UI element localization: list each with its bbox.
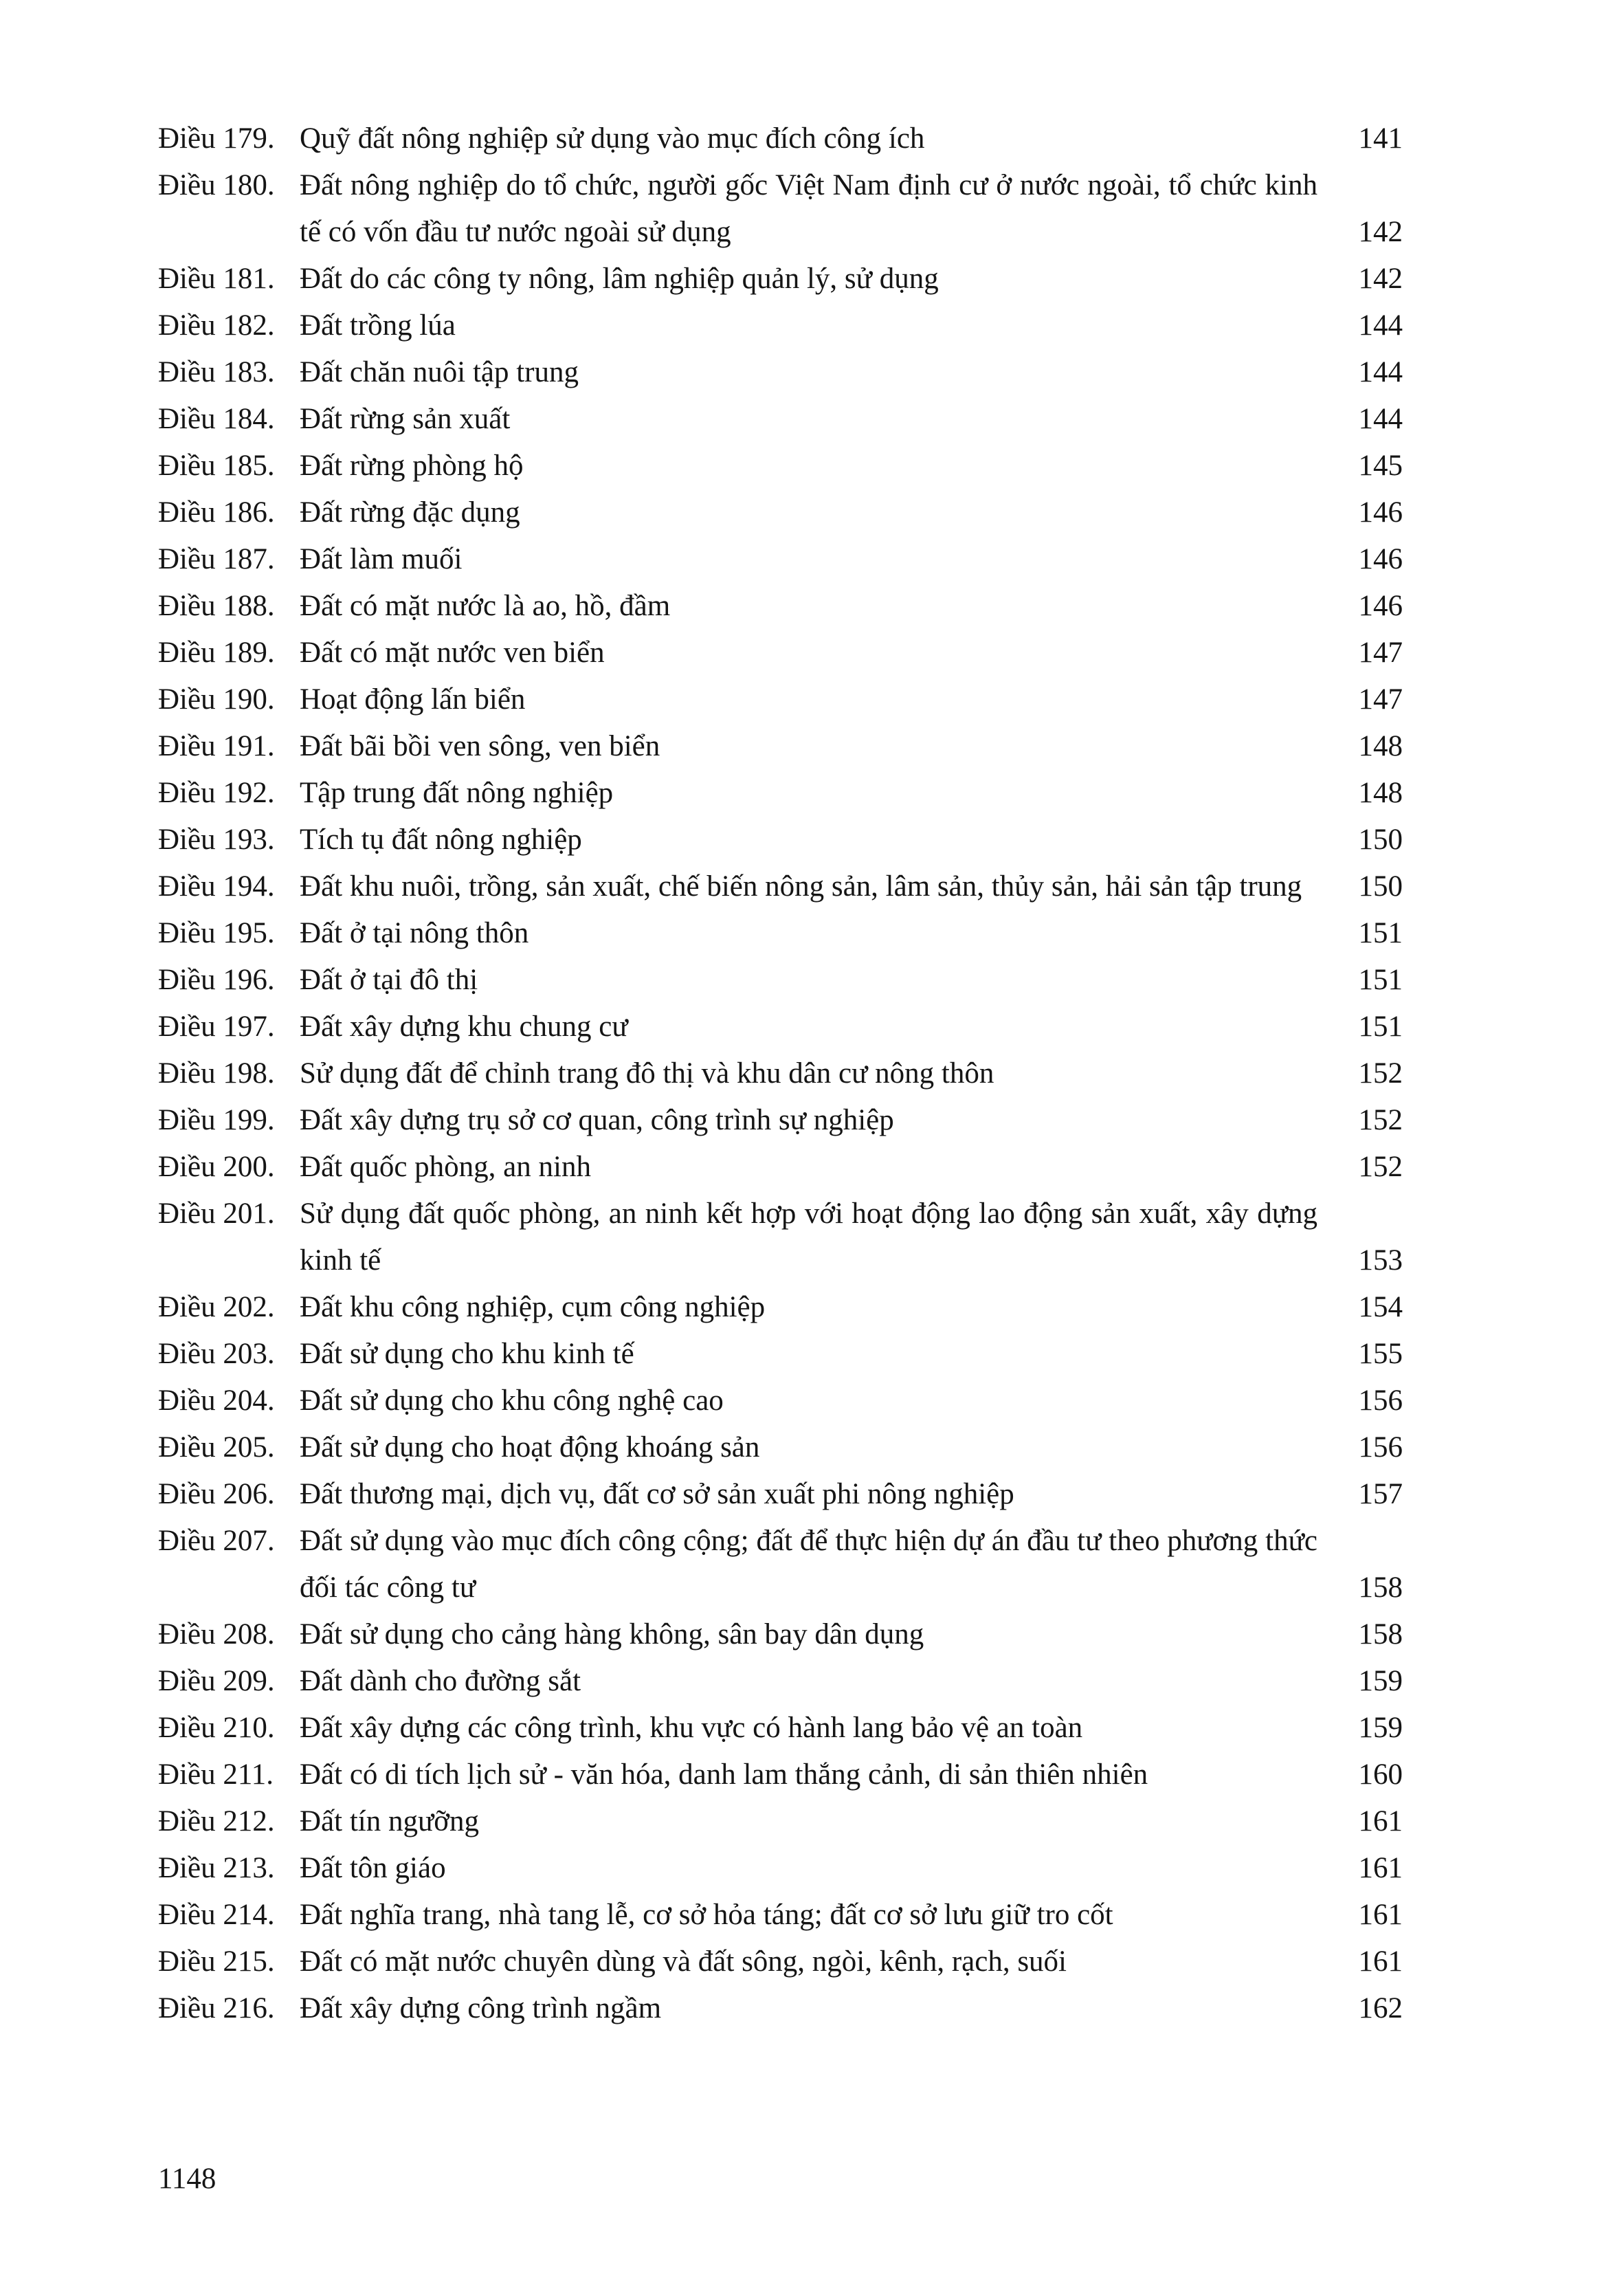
toc-entry	[158, 1985, 1403, 2032]
toc-entry-label: Điều 215.	[158, 1945, 275, 1978]
toc-entry-label: Điều 208.	[158, 1618, 275, 1651]
toc-entry-page: 146	[1358, 543, 1403, 575]
toc-entry	[158, 1097, 1403, 1144]
toc-entry	[158, 676, 1403, 723]
toc-entry-label: Điều 183.	[158, 356, 275, 388]
toc-entry-title: Đất thương mại, dịch vụ, đất cơ sở sản xuất phi nông nghiệp	[300, 1478, 1014, 1510]
toc-entry-page: 152	[1358, 1057, 1403, 1090]
toc-entry-page: 146	[1358, 590, 1403, 622]
toc-entry	[158, 1471, 1403, 1518]
toc-entry-page: 151	[1358, 964, 1403, 996]
toc-entry-page: 152	[1358, 1151, 1403, 1183]
toc-entry-page: 161	[1358, 1899, 1403, 1931]
toc-entry-label: Điều 204.	[158, 1384, 275, 1417]
toc-entry-title: Đất xây dựng khu chung cư	[300, 1011, 628, 1043]
toc-entry-label: Điều 199.	[158, 1104, 275, 1136]
toc-entry-page: 147	[1358, 683, 1403, 716]
toc-entry-label: Điều 193.	[158, 824, 275, 856]
toc-entry-label: Điều 198.	[158, 1057, 275, 1090]
toc-entry	[158, 256, 1403, 302]
toc-entry	[158, 863, 1403, 910]
toc-entry	[158, 1284, 1403, 1331]
toc-entry	[158, 1658, 1403, 1705]
toc-entry-title: Đất xây dựng các công trình, khu vực có hành lang bảo vệ an toàn	[300, 1712, 1083, 1744]
toc-entry-label: Điều 211.	[158, 1758, 274, 1791]
toc-entry	[158, 536, 1403, 583]
toc-entry-label: Điều 194.	[158, 870, 275, 903]
toc-entry-title: Hoạt động lấn biển	[300, 683, 526, 716]
toc-entry-label: Điều 213.	[158, 1852, 275, 1884]
toc-entry-page: 144	[1358, 403, 1403, 435]
toc-entry-title: Đất khu nuôi, trồng, sản xuất, chế biến nông sản, lâm sản, thủy sản, hải sản tập trung	[300, 870, 1302, 903]
toc-entry-title: Đất tín ngưỡng	[300, 1805, 480, 1837]
toc-entry	[158, 1518, 1403, 1611]
toc-entry-page: 141	[1358, 122, 1403, 155]
toc-entry-label: Điều 186.	[158, 496, 275, 529]
toc-entry	[158, 1939, 1403, 1985]
toc-entry-label: Điều 200.	[158, 1151, 275, 1183]
toc-entry-title: Đất rừng sản xuất	[300, 403, 511, 435]
toc-entry	[158, 1752, 1403, 1798]
toc-entry-page: 142	[1358, 263, 1403, 295]
toc-entry-label: Điều 187.	[158, 543, 275, 575]
toc-entry-title: Đất bãi bồi ven sông, ven biển	[300, 730, 660, 762]
toc-entry-page: 151	[1358, 1011, 1403, 1043]
toc-entry-title: Đất làm muối	[300, 543, 463, 575]
toc-entry-page: 159	[1358, 1665, 1403, 1697]
toc-entry-label: Điều 202.	[158, 1291, 275, 1323]
toc-entry-title: Đất sử dụng cho khu công nghệ cao	[300, 1384, 724, 1417]
toc-entry-page: 161	[1358, 1945, 1403, 1978]
toc-entry-title: Đất nghĩa trang, nhà tang lễ, cơ sở hỏa táng; đất cơ sở lưu giữ tro cốt	[300, 1899, 1113, 1931]
toc-entry-title: Đất dành cho đường sắt	[300, 1665, 581, 1697]
toc-entry-title: Đất có mặt nước chuyên dùng và đất sông, ngòi, kênh, rạch, suối	[300, 1945, 1067, 1978]
toc-entry	[158, 770, 1403, 817]
toc-entry	[158, 302, 1403, 349]
toc-entry-title: Quỹ đất nông nghiệp sử dụng vào mục đích công ích	[300, 122, 925, 155]
toc-entry-page: 158	[1358, 1571, 1403, 1604]
toc-entry-title: Đất xây dựng công trình ngầm	[300, 1992, 662, 2024]
toc-entry-title: Đất sử dụng cho hoạt động khoáng sản	[300, 1431, 760, 1464]
toc-entry	[158, 443, 1403, 489]
toc-entry-page: 152	[1358, 1104, 1403, 1136]
toc-entry-title: Đất rừng đặc dụng	[300, 496, 520, 529]
toc-entry-page: 153	[1358, 1244, 1403, 1277]
toc-entry-page: 148	[1358, 730, 1403, 762]
toc-entry-title: Đất ở tại nông thôn	[300, 917, 529, 949]
toc-entry-title: Đất sử dụng cho khu kinh tế	[300, 1338, 634, 1370]
toc-entry	[158, 583, 1403, 630]
toc-entry-title: Sử dụng đất để chỉnh trang đô thị và khu dân cư nông thôn	[300, 1057, 994, 1090]
toc-entry-page: 146	[1358, 496, 1403, 529]
toc-entry-label: Điều 197.	[158, 1011, 275, 1043]
toc-entry-title: Đất chăn nuôi tập trung	[300, 356, 579, 388]
toc-entry	[158, 115, 1403, 162]
toc-entry-page: 158	[1358, 1618, 1403, 1651]
toc-entry-label: Điều 190.	[158, 683, 275, 716]
toc-entry-page: 151	[1358, 917, 1403, 949]
toc-entry-label: Điều 179.	[158, 122, 275, 155]
toc-entry-title: Đất ở tại đô thị	[300, 964, 478, 996]
toc-entry-label: Điều 214.	[158, 1899, 275, 1931]
toc-entry	[158, 1144, 1403, 1191]
toc-entry-page: 159	[1358, 1712, 1403, 1744]
toc-entry-title: Đất quốc phòng, an ninh	[300, 1151, 591, 1183]
toc-entry-page: 155	[1358, 1338, 1403, 1370]
toc-entry-page: 160	[1358, 1758, 1403, 1791]
toc-entry-title: Đất sử dụng cho cảng hàng không, sân bay dân dụng	[300, 1618, 924, 1651]
toc-entry-page: 147	[1358, 637, 1403, 669]
toc-entry	[158, 1331, 1403, 1378]
toc-entry-title: Sử dụng đất quốc phòng, an ninh kết hợp với hoạt động lao động sản xuất, xây dựng kinh tế	[300, 1197, 1317, 1277]
footer-page-number: 1148	[158, 2163, 216, 2195]
toc-entry-page: 157	[1358, 1478, 1403, 1510]
toc-entry-page: 162	[1358, 1992, 1403, 2024]
toc-entry	[158, 1424, 1403, 1471]
toc-entry-label: Điều 207.	[158, 1525, 275, 1557]
toc-entry-title: Đất có mặt nước là ao, hồ, đầm	[300, 590, 671, 622]
toc-entry-label: Điều 192.	[158, 777, 275, 809]
toc-entry-page: 150	[1358, 870, 1403, 903]
toc-entry-label: Điều 189.	[158, 637, 275, 669]
toc-entry-title: Tích tụ đất nông nghiệp	[300, 824, 582, 856]
toc-entry	[158, 349, 1403, 396]
toc-entry-page: 144	[1358, 309, 1403, 342]
toc-entry-title: Đất do các công ty nông, lâm nghiệp quản lý, sử dụng	[300, 263, 939, 295]
toc-entry-page: 144	[1358, 356, 1403, 388]
toc-entry	[158, 162, 1403, 256]
toc-entry-title: Đất có di tích lịch sử - văn hóa, danh lam thắng cảnh, di sản thiên nhiên	[300, 1758, 1148, 1791]
toc-entry-label: Điều 196.	[158, 964, 275, 996]
toc-entry-label: Điều 209.	[158, 1665, 275, 1697]
toc-entry	[158, 910, 1403, 957]
toc-entry-page: 145	[1358, 450, 1403, 482]
toc-entry	[158, 1845, 1403, 1892]
toc-entry-label: Điều 206.	[158, 1478, 275, 1510]
toc-entry-title: Đất nông nghiệp do tổ chức, người gốc Việt Nam định cư ở nước ngoài, tổ chức kinh tế có vốn đầu tư nước ngoài sử dụng	[300, 169, 1317, 248]
toc-entry	[158, 630, 1403, 676]
toc-entry-title: Đất rừng phòng hộ	[300, 450, 524, 482]
toc-entry-page: 142	[1358, 216, 1403, 248]
toc-entry-label: Điều 180.	[158, 169, 275, 201]
toc-entry-label: Điều 210.	[158, 1712, 275, 1744]
toc-entry	[158, 1705, 1403, 1752]
toc-entry-title: Đất có mặt nước ven biển	[300, 637, 605, 669]
toc-entry-page: 156	[1358, 1431, 1403, 1464]
toc-list	[158, 115, 1403, 2032]
toc-entry	[158, 1004, 1403, 1050]
toc-entry-label: Điều 201.	[158, 1197, 275, 1230]
toc-entry-label: Điều 212.	[158, 1805, 275, 1837]
toc-entry-title: Đất sử dụng vào mục đích công cộng; đất để thực hiện dự án đầu tư theo phương thức đối tác công tư	[300, 1525, 1317, 1604]
toc-entry-title: Đất tôn giáo	[300, 1852, 446, 1884]
toc-entry	[158, 1611, 1403, 1658]
toc-entry	[158, 817, 1403, 863]
toc-entry-label: Điều 188.	[158, 590, 275, 622]
page-footer	[158, 2156, 216, 2203]
toc-entry-label: Điều 182.	[158, 309, 275, 342]
toc-entry-page: 156	[1358, 1384, 1403, 1417]
toc-entry-label: Điều 203.	[158, 1338, 275, 1370]
toc-entry-label: Điều 191.	[158, 730, 275, 762]
toc-entry	[158, 1892, 1403, 1939]
toc-entry-title: Tập trung đất nông nghiệp	[300, 777, 614, 809]
toc-entry-page: 150	[1358, 824, 1403, 856]
toc-entry-label: Điều 184.	[158, 403, 275, 435]
toc-entry-title: Đất trồng lúa	[300, 309, 456, 342]
toc-entry-label: Điều 205.	[158, 1431, 275, 1464]
toc-entry-page: 161	[1358, 1805, 1403, 1837]
toc-entry	[158, 1378, 1403, 1424]
toc-entry-title: Đất khu công nghiệp, cụm công nghiệp	[300, 1291, 766, 1323]
toc-entry-title: Đất xây dựng trụ sở cơ quan, công trình sự nghiệp	[300, 1104, 894, 1136]
toc-entry-page: 161	[1358, 1852, 1403, 1884]
toc-entry-page: 154	[1358, 1291, 1403, 1323]
toc-entry	[158, 957, 1403, 1004]
toc-entry-label: Điều 216.	[158, 1992, 275, 2024]
toc-entry-label: Điều 181.	[158, 263, 275, 295]
toc-entry	[158, 1798, 1403, 1845]
toc-entry	[158, 396, 1403, 443]
toc-entry	[158, 723, 1403, 770]
toc-entry-label: Điều 195.	[158, 917, 275, 949]
toc-entry	[158, 1191, 1403, 1284]
toc-entry-page: 148	[1358, 777, 1403, 809]
toc-entry	[158, 1050, 1403, 1097]
toc-entry-label: Điều 185.	[158, 450, 275, 482]
toc-entry	[158, 489, 1403, 536]
